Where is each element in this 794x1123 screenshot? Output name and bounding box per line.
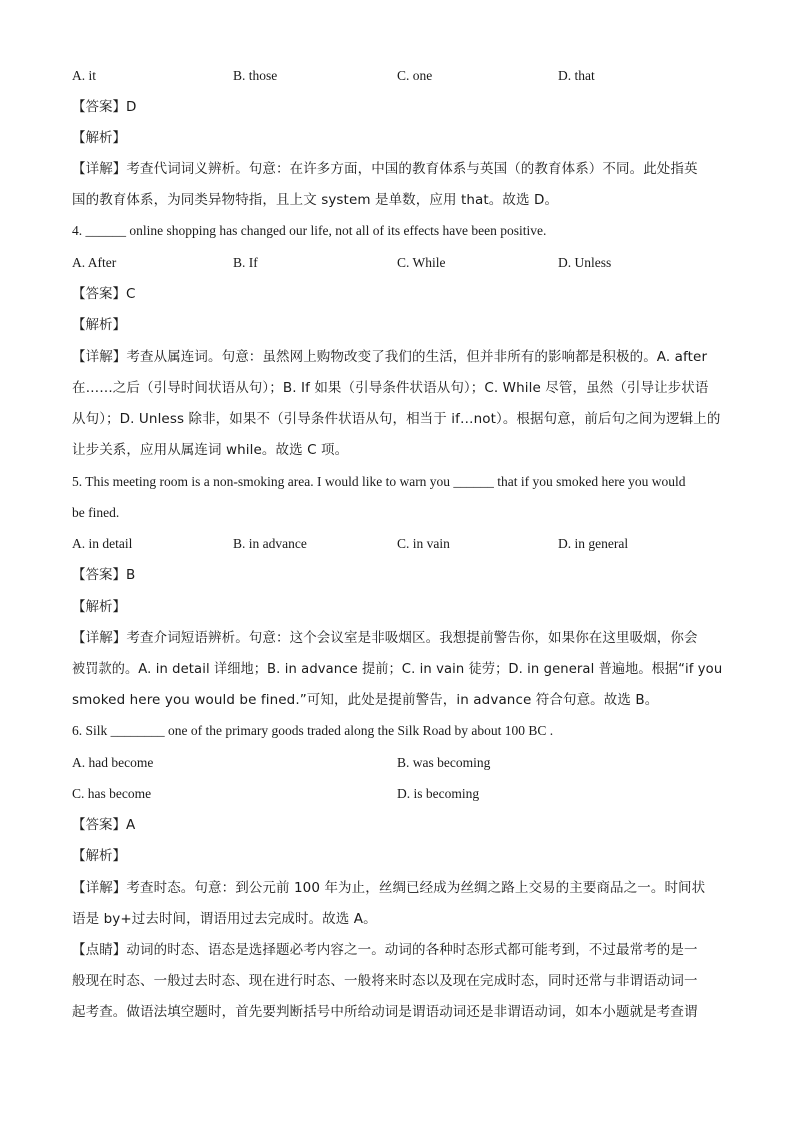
- q5-stem-line-2: be fined.: [72, 505, 120, 520]
- q6-analysis: 【解析】: [72, 848, 126, 864]
- q5-option-b: B. in advance: [233, 536, 307, 551]
- q4-options: [72, 253, 722, 273]
- q6-option-c: C. has become: [72, 786, 152, 801]
- q4-answer: 【答案】C: [72, 286, 136, 302]
- q3-answer: 【答案】D: [72, 99, 137, 115]
- q5-option-c: C. in vain: [397, 536, 450, 551]
- q4-stem: 4. ______ online shopping has changed our life, not all of its effects have been positive.: [72, 223, 547, 238]
- q6-option-d: D. is becoming: [397, 786, 480, 801]
- q5-analysis: 【解析】: [72, 599, 126, 615]
- q6-tip-line-1: 【点睛】动词的时态、语态是选择题必考内容之一。动词的各种时态形式都可能考到，不过最常考的是一: [72, 942, 698, 958]
- q3-option-d: D. that: [558, 68, 595, 83]
- q6-tip-line-2: 般现在时态、一般过去时态、现在进行时态、一般将来时态以及现在完成时态，同时还常与非谓语动词一: [72, 973, 698, 989]
- q6-options-row-1: [72, 753, 722, 773]
- q6-options-row-2: [72, 784, 722, 804]
- q4-detail-line-2: 在……之后（引导时间状语从句）；B. If 如果（引导条件状语从句）；C. While 尽管，虽然（引导让步状语: [72, 380, 709, 396]
- q4-detail-line-3: 从句）；D. Unless 除非，如果不（引导条件状语从句，相当于 if…not）。根据句意，前后句之间为逻辑上的: [72, 411, 721, 427]
- q4-option-c: C. While: [397, 255, 446, 270]
- q3-option-b: B. those: [233, 68, 278, 83]
- q5-stem-line-1: 5. This meeting room is a non-smoking area. I would like to warn you ______ that if you smoked here you would: [72, 474, 686, 489]
- q6-option-b: B. was becoming: [397, 755, 491, 770]
- q3-detail-line-2: 国的教育体系，为同类异物特指，且上文 system 是单数，应用 that。故选 D。: [72, 192, 559, 208]
- q4-option-d: D. Unless: [558, 255, 612, 270]
- q3-option-c: C. one: [397, 68, 433, 83]
- q6-stem: 6. Silk ________ one of the primary goods traded along the Silk Road by about 100 BC .: [72, 723, 554, 738]
- q5-option-d: D. in general: [558, 536, 629, 551]
- q5-option-a: A. in detail: [72, 536, 133, 551]
- q3-detail-line-1: 【详解】考查代词词义辨析。句意：在许多方面，中国的教育体系与英国（的教育体系）不同。此处指英: [72, 161, 698, 177]
- q4-option-b: B. If: [233, 255, 258, 270]
- q4-detail-line-1: 【详解】考查从属连词。句意：虽然网上购物改变了我们的生活，但并非所有的影响都是积极的。A. after: [72, 349, 708, 365]
- q5-detail-line-1: 【详解】考查介词短语辨析。句意：这个会议室是非吸烟区。我想提前警告你，如果你在这里吸烟，你会: [72, 630, 698, 646]
- q3-analysis: 【解析】: [72, 130, 126, 146]
- q3-option-a: A. it: [72, 68, 97, 83]
- q6-answer: 【答案】A: [72, 817, 136, 833]
- q5-options: [72, 534, 722, 554]
- q5-detail-line-2: 被罚款的。A. in detail 详细地；B. in advance 提前；C. in vain 徒劳；D. in general 普遍地。根据“if you: [72, 661, 723, 677]
- q4-detail-line-4: 让步关系，应用从属连词 while。故选 C 项。: [72, 442, 349, 458]
- q4-analysis: 【解析】: [72, 317, 126, 333]
- q6-detail-line-1: 【详解】考查时态。句意：到公元前 100 年为止，丝绸已经成为丝绸之路上交易的主要商品之一。时间状: [72, 880, 706, 896]
- q6-detail-line-2: 语是 by+过去时间，谓语用过去完成时。故选 A。: [72, 911, 377, 927]
- q5-detail-line-3: smoked here you would be fined.”可知，此处是提前警告，in advance 符合句意。故选 B。: [72, 692, 659, 708]
- q6-tip-line-3: 起考查。做语法填空题时，首先要判断括号中所给动词是谓语动词还是非谓语动词，如本小题就是考查谓: [72, 1004, 698, 1020]
- q5-answer: 【答案】B: [72, 567, 136, 583]
- q6-option-a: A. had become: [72, 755, 154, 770]
- q3-options: [72, 66, 722, 86]
- q4-option-a: A. After: [72, 255, 117, 270]
